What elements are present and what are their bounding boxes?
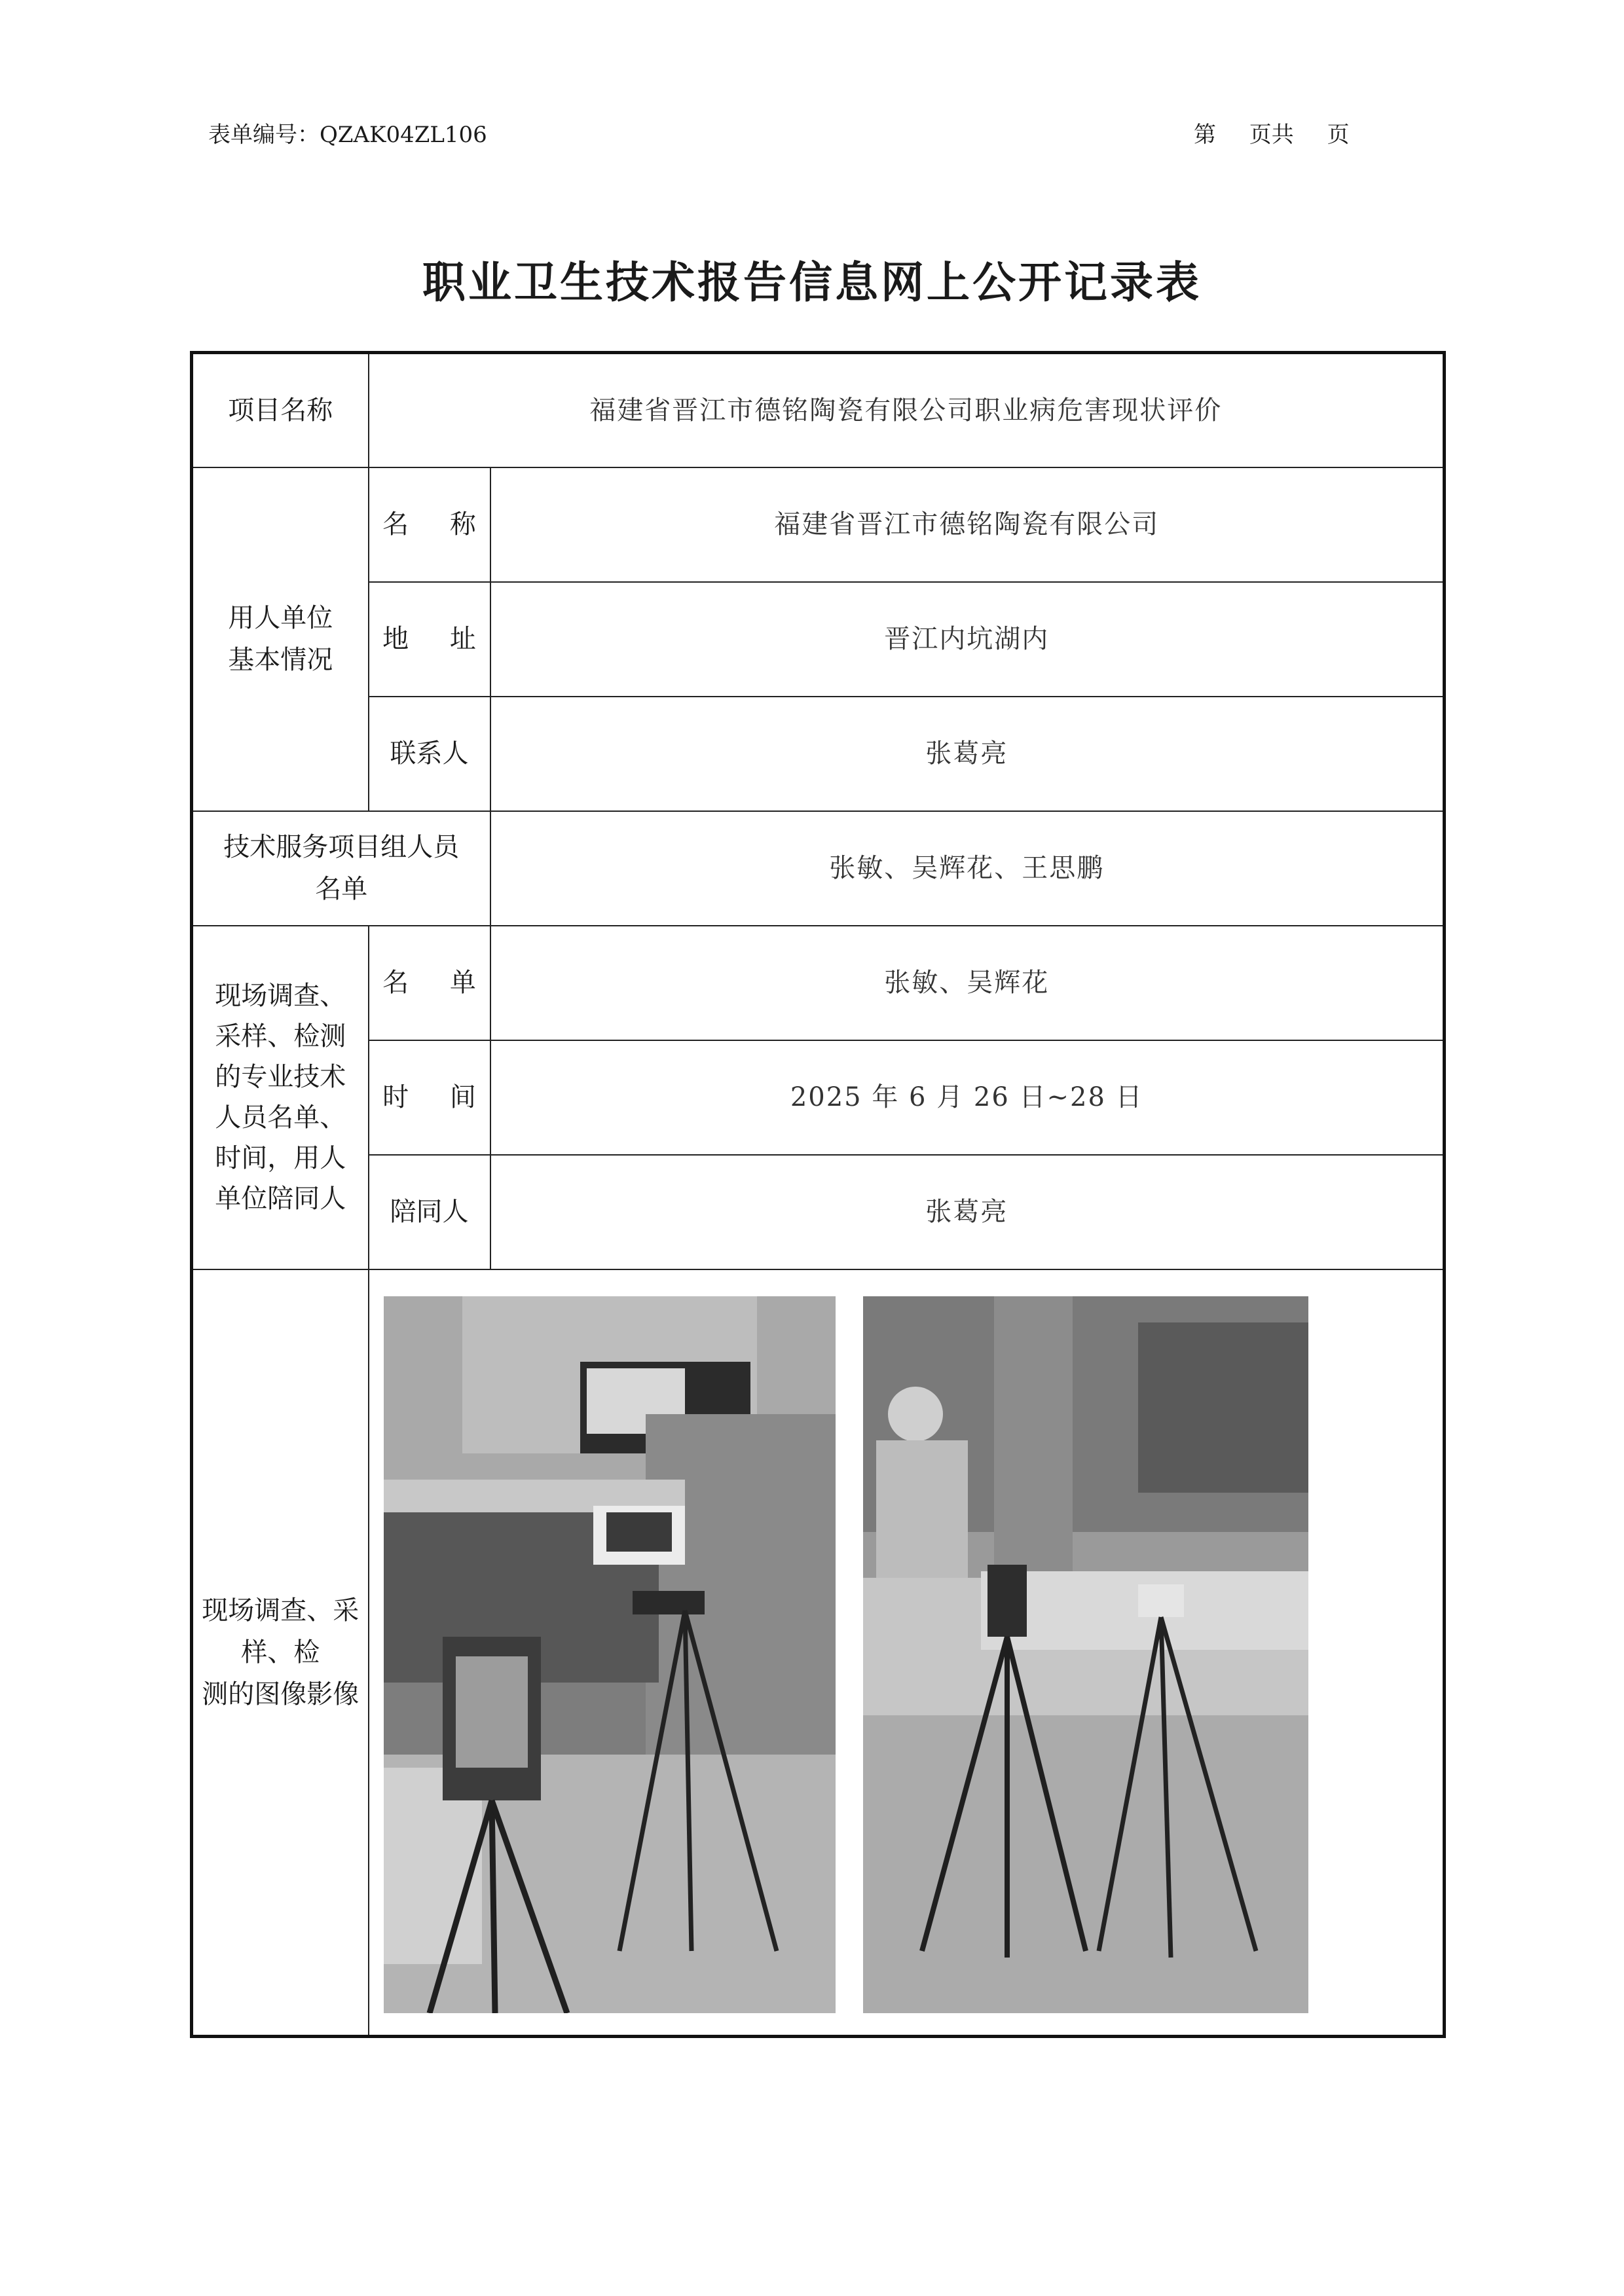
team-label	[192, 811, 490, 926]
survey-list-value: 张敏、吴辉花	[490, 926, 1445, 1040]
survey-time-value: 2025 年 6 月 26 日~28 日	[490, 1040, 1445, 1155]
survey-label-line: 的专业技术	[215, 1062, 346, 1092]
escort-row	[192, 1155, 1445, 1269]
site-photo-worker	[863, 1296, 1308, 2013]
team-label-line2: 名单	[315, 874, 368, 904]
employer-info-label	[192, 467, 369, 811]
address-value: 晋江内坑湖内	[490, 582, 1445, 697]
survey-time-row	[192, 1040, 1445, 1155]
team-value: 张敏、吴辉花、王思鹏	[490, 811, 1445, 926]
escort-value: 张葛亮	[490, 1155, 1445, 1269]
form-number: 表单编号：QZAK04ZL106	[208, 122, 487, 148]
images-label-line2: 测的图像影像	[202, 1679, 360, 1709]
project-name-label: 项目名称	[192, 353, 369, 467]
images-label-line1: 现场调查、采样、检	[202, 1595, 360, 1667]
survey-label-line: 时间，用人	[215, 1143, 346, 1173]
survey-label-line: 现场调查、	[215, 981, 346, 1011]
employer-label-line2: 基本情况	[228, 645, 333, 675]
page-info: 第 页共 页	[1194, 122, 1350, 148]
employer-name-row	[192, 467, 1445, 582]
project-name-value: 福建省晋江市德铭陶瓷有限公司职业病危害现状评价	[369, 353, 1445, 467]
survey-list-label: 名 单	[369, 926, 490, 1040]
employer-label-line1: 用人单位	[228, 603, 333, 633]
team-row	[192, 811, 1445, 926]
escort-label: 陪同人	[369, 1155, 490, 1269]
site-photo-equipment	[384, 1296, 836, 2013]
photo-2-illustration	[863, 1296, 1308, 2013]
record-table	[190, 351, 1446, 2038]
address-label: 地 址	[369, 582, 490, 697]
contact-value: 张葛亮	[490, 697, 1445, 811]
survey-label-line: 单位陪同人	[215, 1184, 346, 1214]
employer-address-row	[192, 582, 1445, 697]
images-cell	[369, 1269, 1445, 2037]
survey-list-row	[192, 926, 1445, 1040]
team-label-line1: 技术服务项目组人员	[223, 832, 460, 862]
project-name-row	[192, 353, 1445, 467]
page-title: 职业卫生技术报告信息网上公开记录表	[422, 257, 1202, 308]
images-label	[192, 1269, 369, 2037]
contact-label: 联系人	[369, 697, 490, 811]
survey-time-label: 时 间	[369, 1040, 490, 1155]
survey-label-line: 人员名单、	[215, 1102, 346, 1133]
name-label: 名 称	[369, 467, 490, 582]
photo-1-illustration	[384, 1296, 836, 2013]
images-row	[192, 1269, 1445, 2037]
employer-contact-row	[192, 697, 1445, 811]
survey-label-line: 采样、检测	[215, 1021, 346, 1051]
name-value: 福建省晋江市德铭陶瓷有限公司	[490, 467, 1445, 582]
survey-label	[192, 926, 369, 1269]
